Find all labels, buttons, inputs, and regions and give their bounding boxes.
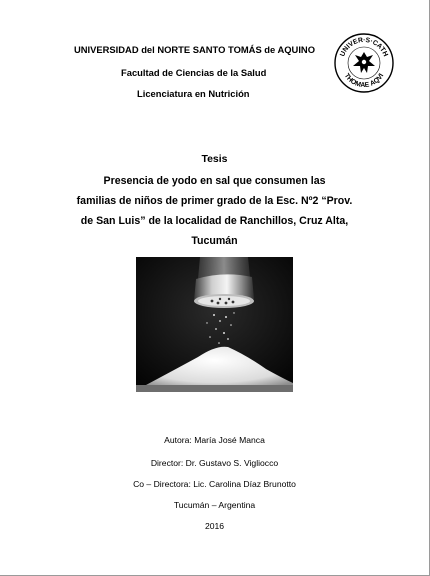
program-name: Licenciatura en Nutrición bbox=[137, 88, 250, 99]
document-type: Tesis bbox=[201, 153, 228, 165]
co-director-credit: Co – Directora: Lic. Carolina Díaz Brunotto bbox=[133, 479, 296, 489]
thesis-title-line: de San Luis” de la localidad de Ranchillos, Cruz Alta, bbox=[80, 215, 349, 227]
thesis-title-line: familias de niños de primer grado de la Esc. Nº2 “Prov. bbox=[76, 195, 353, 207]
university-name: UNIVERSIDAD del NORTE SANTO TOMÁS de AQUINO bbox=[74, 44, 315, 55]
svg-text:THOMAE AQVI: THOMAE AQVI bbox=[342, 72, 386, 90]
director-credit: Director: Dr. Gustavo S. Vigliocco bbox=[150, 458, 279, 468]
location-text: Tucumán – Argentina bbox=[173, 500, 256, 510]
thesis-title-line: Tucumán bbox=[191, 235, 238, 247]
author-credit: Autora: María José Manca bbox=[164, 435, 265, 445]
salt-shaker-photo bbox=[136, 257, 293, 392]
year-text: 2016 bbox=[204, 521, 225, 531]
svg-text:UNIVER·S·CATH: UNIVER·S·CATH bbox=[339, 36, 389, 58]
faculty-name: Facultad de Ciencias de la Salud bbox=[121, 67, 267, 78]
thesis-title-line: Presencia de yodo en sal que consumen las bbox=[103, 175, 326, 187]
university-seal-icon bbox=[334, 33, 394, 93]
